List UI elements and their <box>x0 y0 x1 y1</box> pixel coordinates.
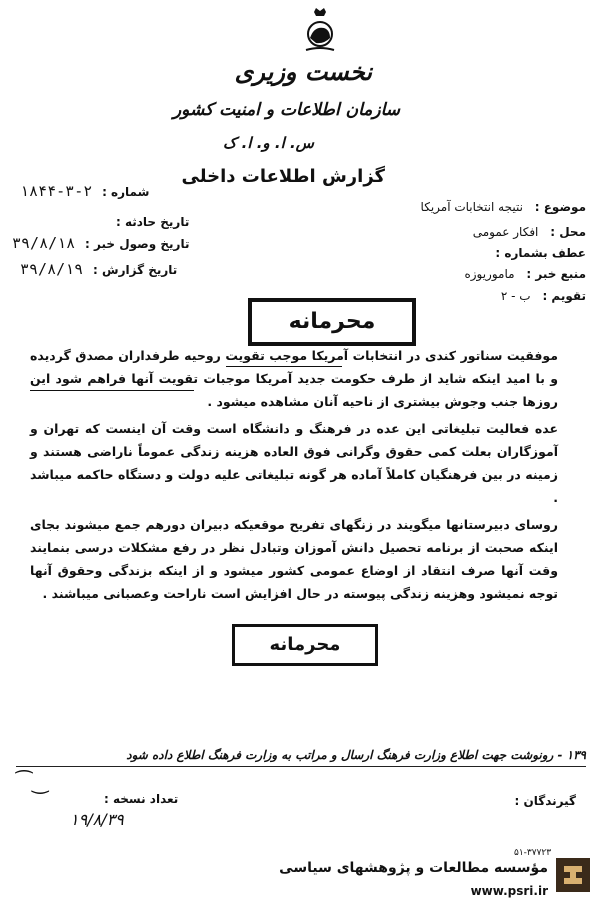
incident-date-field <box>110 212 189 230</box>
source-field <box>464 267 586 281</box>
lion-and-sun-emblem-icon <box>300 6 340 56</box>
reference-field <box>487 246 586 260</box>
paragraph-2: عده فعالیت تبلیغاتی این عده در فرهنگ و دانشگاه است وقت آن اینست که تهران و آموزگاران بعلت کمی حقوق وگرانی فوق العاده هزینه زندگی عموماً ناراضی هستند و زمینه در بین فرهنگیان کاملاً آماده هر گونه تبلیغاتی علیه دولت و دستگاه حاکمه میباشد . <box>30 421 558 505</box>
location-label: محل : <box>550 225 586 239</box>
number-field <box>20 182 149 200</box>
handwritten-note: ۱۳۹ - رونوشت جهت اطلاع وزارت فرهنگ ارسال و مراتب به وزارت فرهنگ اطلاع داده شود <box>16 748 586 767</box>
location-value: افکار عمومی <box>472 225 539 239</box>
recipients-label: گیرندگان : <box>514 794 576 808</box>
subject-label: موضوع : <box>534 200 586 214</box>
organization-name: سازمان اطلاعات و امنیت کشور <box>172 100 400 120</box>
evaluation-value: ب - ۲ <box>500 289 531 303</box>
source-label: منبع خبر : <box>526 267 586 281</box>
received-date-label: تاریخ وصول خبر : <box>85 237 190 251</box>
evaluation-label: تقویم : <box>542 289 586 303</box>
watermark-footer <box>0 848 600 909</box>
reference-label: عطف بشماره : <box>495 246 586 260</box>
report-type: گزارش اطلاعات داخلی <box>181 166 385 187</box>
handwritten-mark: ‿⁀ <box>16 770 49 794</box>
copies-label: تعداد نسخه : <box>104 792 179 806</box>
organization-code: س. ا. و. ا. ک <box>223 134 314 152</box>
subject-value: نتیجه انتخابات آمریکا <box>420 200 523 214</box>
report-body <box>30 344 558 605</box>
handwritten-date: ۱۹/۸/۳۹ <box>70 810 124 829</box>
received-date-value: ۳۹/۸/۱۸ <box>12 234 76 252</box>
ministry-title: نخست وزیری <box>234 58 372 86</box>
incident-date-label: تاریخ حادثه : <box>116 215 190 229</box>
confidential-stamp-top: محرمانه <box>248 298 416 346</box>
subject-field <box>421 200 586 214</box>
source-value: ماموریوزه <box>464 267 515 281</box>
number-label: شماره : <box>102 185 150 199</box>
report-date-value: ۳۹/۸/۱۹ <box>20 260 84 278</box>
report-date-field <box>20 260 177 278</box>
archive-number: ۵۱-۳۷۷۲۳ <box>514 848 552 858</box>
confidential-stamp-bottom: محرمانه <box>232 624 378 666</box>
number-value: ۲-۳-۱۸۴۴ <box>20 182 93 200</box>
institute-name: مؤسسه مطالعات و پژوهشهای سیاسی <box>279 860 548 876</box>
institute-url[interactable]: www.psri.ir <box>470 884 548 898</box>
received-date-field <box>12 234 189 252</box>
report-date-label: تاریخ گزارش : <box>93 263 178 277</box>
handwritten-underline <box>226 366 342 367</box>
paragraph-3: روسای دبیرستانها میگویند در زنگهای تفریح موقعیکه دبیران دورهم جمع میشوند بجای اینکه صحبت از برنامه تحصیل دانش آموزان وتبادل نظر در رفع مشکلات درسی بنمایند وقت آنها صرف انتقاد از اوضاع عمومی کشور میشود و از اینکه بزندگی وحقوق آنها توجه نمیشود وهزینه زندگی پیوسته در حال افزایش است ناراحت وعصبانی میباشند . <box>30 517 558 601</box>
location-field <box>473 225 586 239</box>
institute-logo-icon <box>556 858 590 892</box>
handwritten-underline <box>30 390 194 391</box>
evaluation-field <box>501 289 586 303</box>
paragraph-1: موفقیت سناتور کندی در انتخابات آمریکا موجب تقویت روحیه طرفداران مصدق گردیده و با امید اینکه شاید از طرف حکومت جدید آمریکا موجبات تقویت آنها فراهم شود این روزها جنب وجوش بیشتری از ناحیه آنان مشاهده میشود . <box>30 348 558 409</box>
